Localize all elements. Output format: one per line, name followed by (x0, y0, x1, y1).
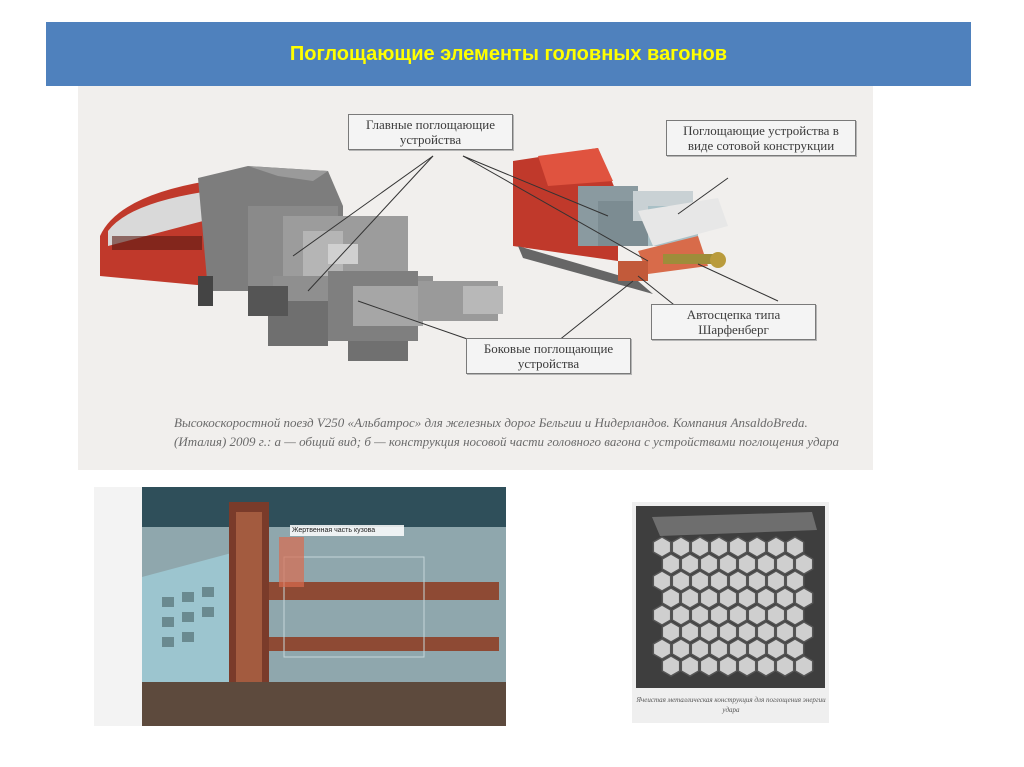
nose-cutaway (513, 148, 728, 294)
honeycomb-cell (786, 639, 803, 659)
honeycomb-cell (719, 588, 736, 608)
honeycomb-cell (757, 554, 774, 574)
honeycomb-cell (795, 622, 812, 642)
figure-caption: Высокоскоростной поезд V250 «Альбатрос» для железных дорог Бельгии и Нидерландов. Компания AnsaldoBreda. (Италия) 2009 г.: а — общий вид; б — конструкция носовой части головного вагона с устройствами поглощения удара (174, 415, 840, 449)
honeycomb-photo (632, 502, 829, 723)
crash-test-photo (94, 487, 506, 726)
honeycomb-cell (776, 622, 793, 642)
honeycomb-cell (653, 571, 670, 591)
honeycomb-cell (738, 622, 755, 642)
honeycomb-cell (795, 588, 812, 608)
honeycomb-cell (776, 588, 793, 608)
honeycomb-cell (691, 639, 708, 659)
title-bar (46, 22, 971, 86)
honeycomb-cell (719, 656, 736, 676)
honeycomb-cell (700, 622, 717, 642)
honeycomb-cell (786, 571, 803, 591)
honeycomb-cell (757, 588, 774, 608)
honeycomb-cell (757, 622, 774, 642)
honeycomb-cell (700, 656, 717, 676)
honeycomb-cell (710, 639, 727, 659)
honeycomb-cell (662, 622, 679, 642)
honeycomb-cell (653, 639, 670, 659)
callout-main-absorbers: Главные поглощающие устройства (348, 114, 513, 150)
train-diagram (78, 86, 873, 470)
honeycomb-cell (691, 605, 708, 625)
callout-honeycomb-absorbers: Поглощающие устройства в виде сотовой конструкции (666, 120, 856, 156)
honeycomb-cell (767, 605, 784, 625)
honeycomb-cell (710, 605, 727, 625)
honeycomb-cell (748, 571, 765, 591)
honeycomb-cell (767, 537, 784, 557)
honeycomb-cell (757, 656, 774, 676)
honeycomb-cell (653, 537, 670, 557)
honeycomb-cell (786, 537, 803, 557)
honeycomb-cell (672, 639, 689, 659)
honeycomb-cell (738, 588, 755, 608)
honeycomb-cell (662, 656, 679, 676)
honeycomb-cell (681, 588, 698, 608)
honeycomb-cell (710, 571, 727, 591)
honeycomb-cell (700, 554, 717, 574)
honeycomb-cell (662, 554, 679, 574)
honeycomb-cell (748, 537, 765, 557)
honeycomb-cell (691, 537, 708, 557)
honeycomb-caption: Ячеистая металлическая конструкция для поглощения энергии удара (636, 696, 826, 714)
honeycomb-cell (653, 605, 670, 625)
honeycomb-cell (729, 537, 746, 557)
honeycomb-cell (786, 605, 803, 625)
honeycomb-cell (767, 639, 784, 659)
honeycomb-cell (662, 588, 679, 608)
honeycomb-cell (795, 656, 812, 676)
callout-coupler: Автосцепка типа Шарфенберг (651, 304, 816, 340)
honeycomb-cell (738, 656, 755, 676)
honeycomb-cell (681, 656, 698, 676)
honeycomb-cell (710, 537, 727, 557)
honeycomb-cell (719, 622, 736, 642)
honeycomb-cell (681, 554, 698, 574)
honeycomb-cell (767, 571, 784, 591)
sacrificial-part-label: Жертвенная часть кузова (290, 525, 404, 536)
honeycomb-cell (691, 571, 708, 591)
honeycomb-cell (776, 554, 793, 574)
slide-title: Поглощающие элементы головных вагонов (289, 42, 728, 65)
honeycomb-illustration (632, 502, 829, 692)
honeycomb-cell (719, 554, 736, 574)
honeycomb-cell (795, 554, 812, 574)
train-body (100, 166, 503, 361)
honeycomb-cell (700, 588, 717, 608)
honeycomb-cell (729, 639, 746, 659)
honeycomb-cell (672, 605, 689, 625)
honeycomb-cell (729, 571, 746, 591)
honeycomb-cell (748, 605, 765, 625)
honeycomb-cell (672, 571, 689, 591)
honeycomb-cell (748, 639, 765, 659)
honeycomb-cell (738, 554, 755, 574)
honeycomb-cell (729, 605, 746, 625)
honeycomb-cell (681, 622, 698, 642)
honeycomb-cell (776, 656, 793, 676)
crash-test-illustration (94, 487, 506, 726)
callout-side-absorbers: Боковые поглощающие устройства (466, 338, 631, 374)
honeycomb-cell (672, 537, 689, 557)
